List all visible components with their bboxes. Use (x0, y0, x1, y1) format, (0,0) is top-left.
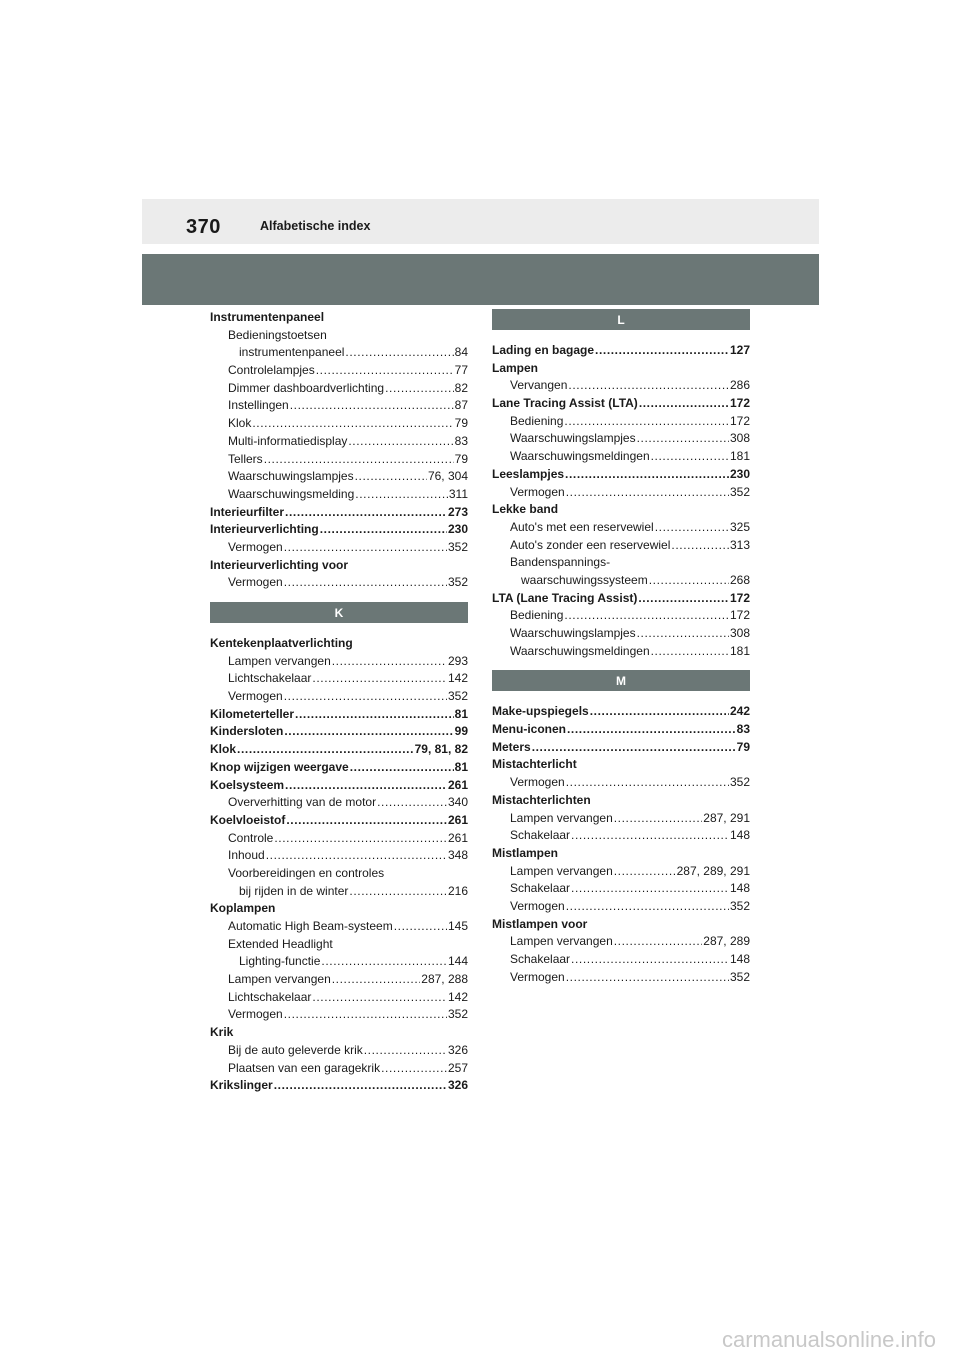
letter-heading: L (492, 309, 750, 330)
entry-text: Krikslinger (210, 1078, 273, 1093)
entry-text: Instrumentenpaneel (210, 310, 325, 324)
dot-leader (274, 830, 447, 848)
page-reference: 287, 291 (703, 810, 750, 825)
index-subentry (210, 653, 468, 671)
page-reference: 257 (447, 1060, 468, 1075)
dot-leader (348, 433, 453, 451)
entry-text: Automatic High Beam-systeem (228, 919, 393, 933)
page-reference: 313 (729, 537, 750, 552)
index-subentry (492, 554, 750, 572)
page-reference: 230 (447, 522, 468, 537)
index-entry (492, 792, 750, 810)
index-subentry (492, 430, 750, 448)
page-reference: 79 (454, 451, 468, 466)
page-reference: 142 (447, 989, 468, 1004)
entry-text: Controlelampjes (228, 363, 315, 378)
page-reference: 99 (454, 724, 468, 739)
index-entry (210, 759, 468, 777)
index-entry (210, 706, 468, 724)
dot-leader (532, 739, 736, 757)
entry-text: Mistachterlichten (492, 792, 591, 807)
page-reference: 352 (729, 969, 750, 984)
dot-leader (284, 539, 447, 557)
index-subentry (492, 448, 750, 466)
page-reference: 77 (454, 363, 468, 378)
index-subentry (210, 433, 468, 451)
entry-text: Lampen vervangen (510, 863, 613, 878)
page-reference: 79 (454, 416, 468, 431)
index-entry (492, 703, 750, 721)
entry-text: Lichtschakelaar (228, 989, 312, 1004)
page-reference: 172 (729, 608, 750, 623)
entry-text: Klok (210, 742, 237, 757)
index-entry (492, 360, 750, 378)
index-subentry (210, 1060, 468, 1078)
index-entry (210, 504, 468, 522)
dot-leader (252, 415, 453, 433)
entry-text: Interieurverlichting (210, 522, 319, 537)
index-entry (492, 756, 750, 774)
dot-leader (566, 898, 729, 916)
index-subentry (210, 865, 468, 883)
entry-text: Waarschuwingsmeldingen (510, 643, 650, 658)
page-reference: 273 (447, 504, 468, 519)
index-subentry (210, 971, 468, 989)
index-subentry (492, 607, 750, 625)
page-reference: 242 (729, 704, 750, 719)
entry-text: Lekke band (492, 502, 559, 517)
entry-text: Menu-iconen (492, 722, 566, 737)
index-entry (210, 1077, 468, 1095)
entry-text: Lichtschakelaar (228, 671, 312, 686)
dot-leader (290, 397, 454, 415)
page-reference: 261 (447, 777, 468, 792)
entry-text: Krik (210, 1025, 234, 1040)
index-subentry (210, 451, 468, 469)
dot-leader (638, 590, 729, 608)
page-reference: 81 (454, 706, 468, 721)
entry-text: Bediening (510, 608, 564, 623)
entry-text: Klok (228, 416, 252, 431)
page-reference: 79 (736, 739, 750, 754)
page-reference: 148 (729, 828, 750, 843)
dot-leader (571, 880, 729, 898)
index-entry (492, 721, 750, 739)
entry-text: Plaatsen van een garagekrik (228, 1060, 381, 1075)
page-reference: 142 (447, 671, 468, 686)
entry-text: Bandenspannings- (510, 555, 611, 570)
index-subentry (492, 572, 750, 590)
dot-leader (394, 918, 447, 936)
watermark: carmanualsonline.info (721, 1327, 936, 1352)
page-reference: 326 (447, 1078, 468, 1093)
dot-leader (284, 1006, 447, 1024)
entry-text: Auto's zonder een reservewiel (510, 537, 671, 552)
page-reference: 84 (454, 345, 468, 360)
index-subentry (210, 847, 468, 865)
entry-text: Mistachterlicht (492, 757, 577, 772)
index-subentry (210, 918, 468, 936)
page-reference: 172 (729, 396, 750, 411)
page-reference: 172 (729, 413, 750, 428)
index-subentry (492, 969, 750, 987)
page-reference: 325 (729, 519, 750, 534)
page-reference: 82 (454, 380, 468, 395)
entry-text: Voorbereidingen en controles (228, 865, 385, 880)
page-reference: 261 (447, 812, 468, 827)
dot-leader (566, 774, 729, 792)
entry-text: Interieurfilter (210, 504, 285, 519)
entry-text: Lading en bagage (492, 343, 595, 357)
entry-text: LTA (Lane Tracing Assist) (492, 590, 638, 605)
index-entry (210, 723, 468, 741)
dot-leader (266, 847, 447, 865)
index-entry (492, 845, 750, 863)
index-entry (492, 590, 750, 608)
index-column-left (210, 309, 468, 1095)
index-subentry (210, 794, 468, 812)
page-reference: 352 (447, 575, 468, 590)
dot-leader (316, 362, 454, 380)
dot-leader (332, 653, 447, 671)
entry-text: Waarschuwingslampjes (510, 626, 636, 640)
dot-leader (320, 521, 447, 539)
entry-text: Vermogen (228, 689, 283, 704)
entry-text: Lighting-functie (239, 954, 321, 969)
page-reference: 352 (447, 689, 468, 704)
index-subentry (492, 537, 750, 555)
page-reference: 83 (454, 433, 468, 448)
dot-leader (332, 971, 421, 989)
entry-text: Auto's met een reservewiel (510, 519, 654, 534)
index-subentry (492, 880, 750, 898)
page-reference: 352 (729, 484, 750, 499)
index-subentry (492, 774, 750, 792)
entry-text: Interieurverlichting voor (210, 557, 349, 572)
entry-text: Lampen vervangen (228, 972, 331, 987)
entry-text: Lampen vervangen (228, 653, 331, 668)
page-reference: 287, 289 (703, 934, 750, 949)
header-band (142, 254, 819, 305)
dot-leader (590, 703, 729, 721)
dot-leader (639, 395, 729, 413)
index-entry (210, 635, 468, 653)
page-reference: 230 (729, 466, 750, 481)
dot-leader (649, 572, 729, 590)
index-subentry (210, 883, 468, 901)
entry-text: Bediening (510, 413, 564, 428)
page-reference: 287, 288 (421, 972, 468, 987)
dot-leader (571, 951, 729, 969)
index-subentry (492, 863, 750, 881)
dot-leader (321, 953, 447, 971)
index-subentry (210, 415, 468, 433)
dot-leader (655, 519, 729, 537)
page-reference: 308 (729, 626, 750, 640)
entry-text: Schakelaar (510, 881, 571, 896)
entry-text: Mistlampen voor (492, 916, 588, 931)
index-column-right (492, 309, 750, 986)
entry-text: Vermogen (228, 575, 283, 590)
page-reference: 81 (454, 759, 468, 774)
page-reference: 216 (447, 883, 468, 898)
dot-leader (345, 344, 453, 362)
index-subentry (210, 380, 468, 398)
page-reference: 293 (447, 653, 468, 668)
page-reference: 268 (729, 572, 750, 587)
page-reference: 148 (729, 881, 750, 896)
entry-text: Instellingen (228, 398, 289, 413)
index-entry (210, 900, 468, 918)
entry-text: Meters (492, 739, 531, 754)
page-reference: 261 (447, 830, 468, 845)
dot-leader (614, 810, 703, 828)
index-subentry (210, 574, 468, 592)
index-subentry (210, 468, 468, 486)
index-subentry (210, 539, 468, 557)
header-bar (142, 199, 819, 244)
dot-leader (565, 466, 729, 484)
entry-text: Schakelaar (510, 828, 571, 843)
entry-text: Koelsysteem (210, 777, 285, 792)
index-subentry (492, 625, 750, 643)
index-entry (210, 777, 468, 795)
page-reference: 308 (729, 431, 750, 446)
dot-leader (564, 413, 729, 431)
entry-text: Vermogen (510, 775, 565, 790)
index-entry (210, 1024, 468, 1042)
page-reference: 286 (729, 378, 750, 393)
entry-text: Multi-informatiedisplay (228, 433, 348, 448)
page-reference: 287, 289, 291 (676, 863, 750, 878)
dot-leader (312, 670, 447, 688)
entry-text: Schakelaar (510, 952, 571, 966)
index-subentry (492, 484, 750, 502)
dot-leader (349, 883, 447, 901)
dot-leader (637, 625, 729, 643)
entry-text: Mistlampen (492, 845, 559, 860)
index-subentry (492, 643, 750, 661)
index-subentry (210, 953, 468, 971)
page-reference: 311 (448, 486, 468, 501)
index-subentry (210, 486, 468, 504)
dot-leader (355, 468, 427, 486)
entry-text: Vermogen (510, 484, 565, 499)
dot-leader (566, 484, 729, 502)
index-subentry (492, 413, 750, 431)
dot-leader (566, 969, 729, 987)
index-subentry (210, 362, 468, 380)
page-reference: 127 (729, 343, 750, 357)
letter-heading: K (210, 602, 468, 623)
page-reference: 87 (454, 398, 468, 413)
dot-leader (284, 723, 453, 741)
entry-text: bij rijden in de winter (239, 883, 349, 898)
dot-leader (286, 812, 447, 830)
entry-text: Dimmer dashboardverlichting (228, 380, 385, 395)
dot-leader (237, 741, 414, 759)
dot-leader (671, 537, 729, 555)
dot-leader (637, 430, 729, 448)
entry-text: Waarschuwingsmelding (228, 486, 355, 501)
page-reference: 352 (447, 539, 468, 554)
index-entry (492, 501, 750, 519)
dot-leader (285, 777, 447, 795)
entry-text: Leeslampjes (492, 466, 565, 481)
index-subentry (492, 933, 750, 951)
page-reference: 148 (729, 952, 750, 966)
entry-text: Controle (228, 830, 274, 845)
index-entry (492, 466, 750, 484)
section-title: Alfabetische index (260, 219, 371, 233)
page-reference: 348 (447, 848, 468, 863)
page-reference: 145 (447, 919, 468, 933)
index-entry (210, 309, 468, 327)
dot-leader (568, 377, 729, 395)
entry-text: Vervangen (510, 378, 568, 393)
entry-text: Vermogen (510, 898, 565, 913)
page-reference: 352 (729, 775, 750, 790)
page-number: 370 (186, 216, 221, 238)
entry-text: Bij de auto geleverde krik (228, 1042, 363, 1057)
dot-leader (264, 451, 454, 469)
entry-text: Koplampen (210, 901, 276, 916)
entry-text: Kilometerteller (210, 706, 295, 721)
dot-leader (285, 504, 447, 522)
entry-text: Waarschuwingsmeldingen (510, 449, 650, 464)
entry-text: Extended Headlight (228, 936, 333, 951)
dot-leader (385, 380, 454, 398)
index-entry (492, 916, 750, 934)
page-reference: 79, 81, 82 (414, 742, 468, 757)
index-entry (210, 741, 468, 759)
page-reference: 83 (736, 722, 750, 737)
entry-text: Lampen vervangen (510, 934, 613, 949)
index-entry (492, 342, 750, 360)
dot-leader (571, 827, 729, 845)
index-subentry (210, 344, 468, 362)
index-subentry (210, 830, 468, 848)
index-subentry (492, 827, 750, 845)
page-reference: 144 (447, 954, 468, 969)
dot-leader (651, 643, 729, 661)
dot-leader (614, 933, 703, 951)
index-subentry (210, 936, 468, 954)
entry-text: Vermogen (228, 1007, 283, 1022)
dot-leader (614, 863, 676, 881)
entry-text: Vermogen (228, 539, 283, 554)
index-subentry (210, 1042, 468, 1060)
dot-leader (364, 1042, 447, 1060)
index-entry (210, 812, 468, 830)
dot-leader (295, 706, 454, 724)
entry-text: instrumentenpaneel (239, 345, 345, 360)
dot-leader (312, 989, 447, 1007)
dot-leader (274, 1077, 447, 1095)
entry-text: Waarschuwingslampjes (510, 431, 636, 446)
dot-leader (381, 1060, 447, 1078)
entry-text: Kentekenplaatverlichting (210, 636, 353, 650)
page-reference: 326 (447, 1042, 468, 1057)
page-reference: 340 (447, 795, 468, 810)
page-reference: 181 (729, 449, 750, 464)
index-entry (492, 395, 750, 413)
dot-leader (355, 486, 448, 504)
index-subentry (492, 951, 750, 969)
entry-text: Vermogen (510, 969, 565, 984)
entry-text: Make-upspiegels (492, 704, 589, 719)
entry-text: Lampen (492, 360, 539, 375)
dot-leader (651, 448, 729, 466)
dot-leader (567, 721, 736, 739)
dot-leader (284, 574, 447, 592)
index-subentry (492, 810, 750, 828)
dot-leader (284, 688, 447, 706)
page-reference: 172 (729, 590, 750, 605)
entry-text: Lane Tracing Assist (LTA) (492, 396, 638, 411)
entry-text: Knop wijzigen weergave (210, 759, 349, 774)
letter-heading: M (492, 670, 750, 691)
entry-text: Koelvloeistof (210, 812, 286, 827)
index-subentry (210, 989, 468, 1007)
entry-text: Inhoud (228, 848, 265, 863)
entry-text: Lampen vervangen (510, 810, 613, 825)
dot-leader (564, 607, 729, 625)
dot-leader (350, 759, 454, 777)
page-reference: 352 (447, 1007, 468, 1022)
page-reference: 181 (729, 643, 750, 658)
entry-text: Bedieningstoetsen (228, 327, 327, 342)
page-reference: 352 (729, 898, 750, 913)
index-entry (210, 521, 468, 539)
dot-leader (595, 342, 729, 360)
index-subentry (492, 377, 750, 395)
index-subentry (492, 898, 750, 916)
index-entry (210, 557, 468, 575)
entry-text: Waarschuwingslampjes (228, 469, 354, 484)
index-subentry (210, 688, 468, 706)
entry-text: Tellers (228, 451, 263, 466)
dot-leader (377, 794, 447, 812)
entry-text: waarschuwingssysteem (521, 572, 648, 587)
index-entry (492, 739, 750, 757)
entry-text: Kindersloten (210, 724, 284, 739)
entry-text: Oververhitting van de motor (228, 795, 377, 810)
index-subentry (210, 327, 468, 345)
page-reference: 76, 304 (427, 469, 468, 484)
index-subentry (492, 519, 750, 537)
index-subentry (210, 670, 468, 688)
index-subentry (210, 1006, 468, 1024)
index-subentry (210, 397, 468, 415)
